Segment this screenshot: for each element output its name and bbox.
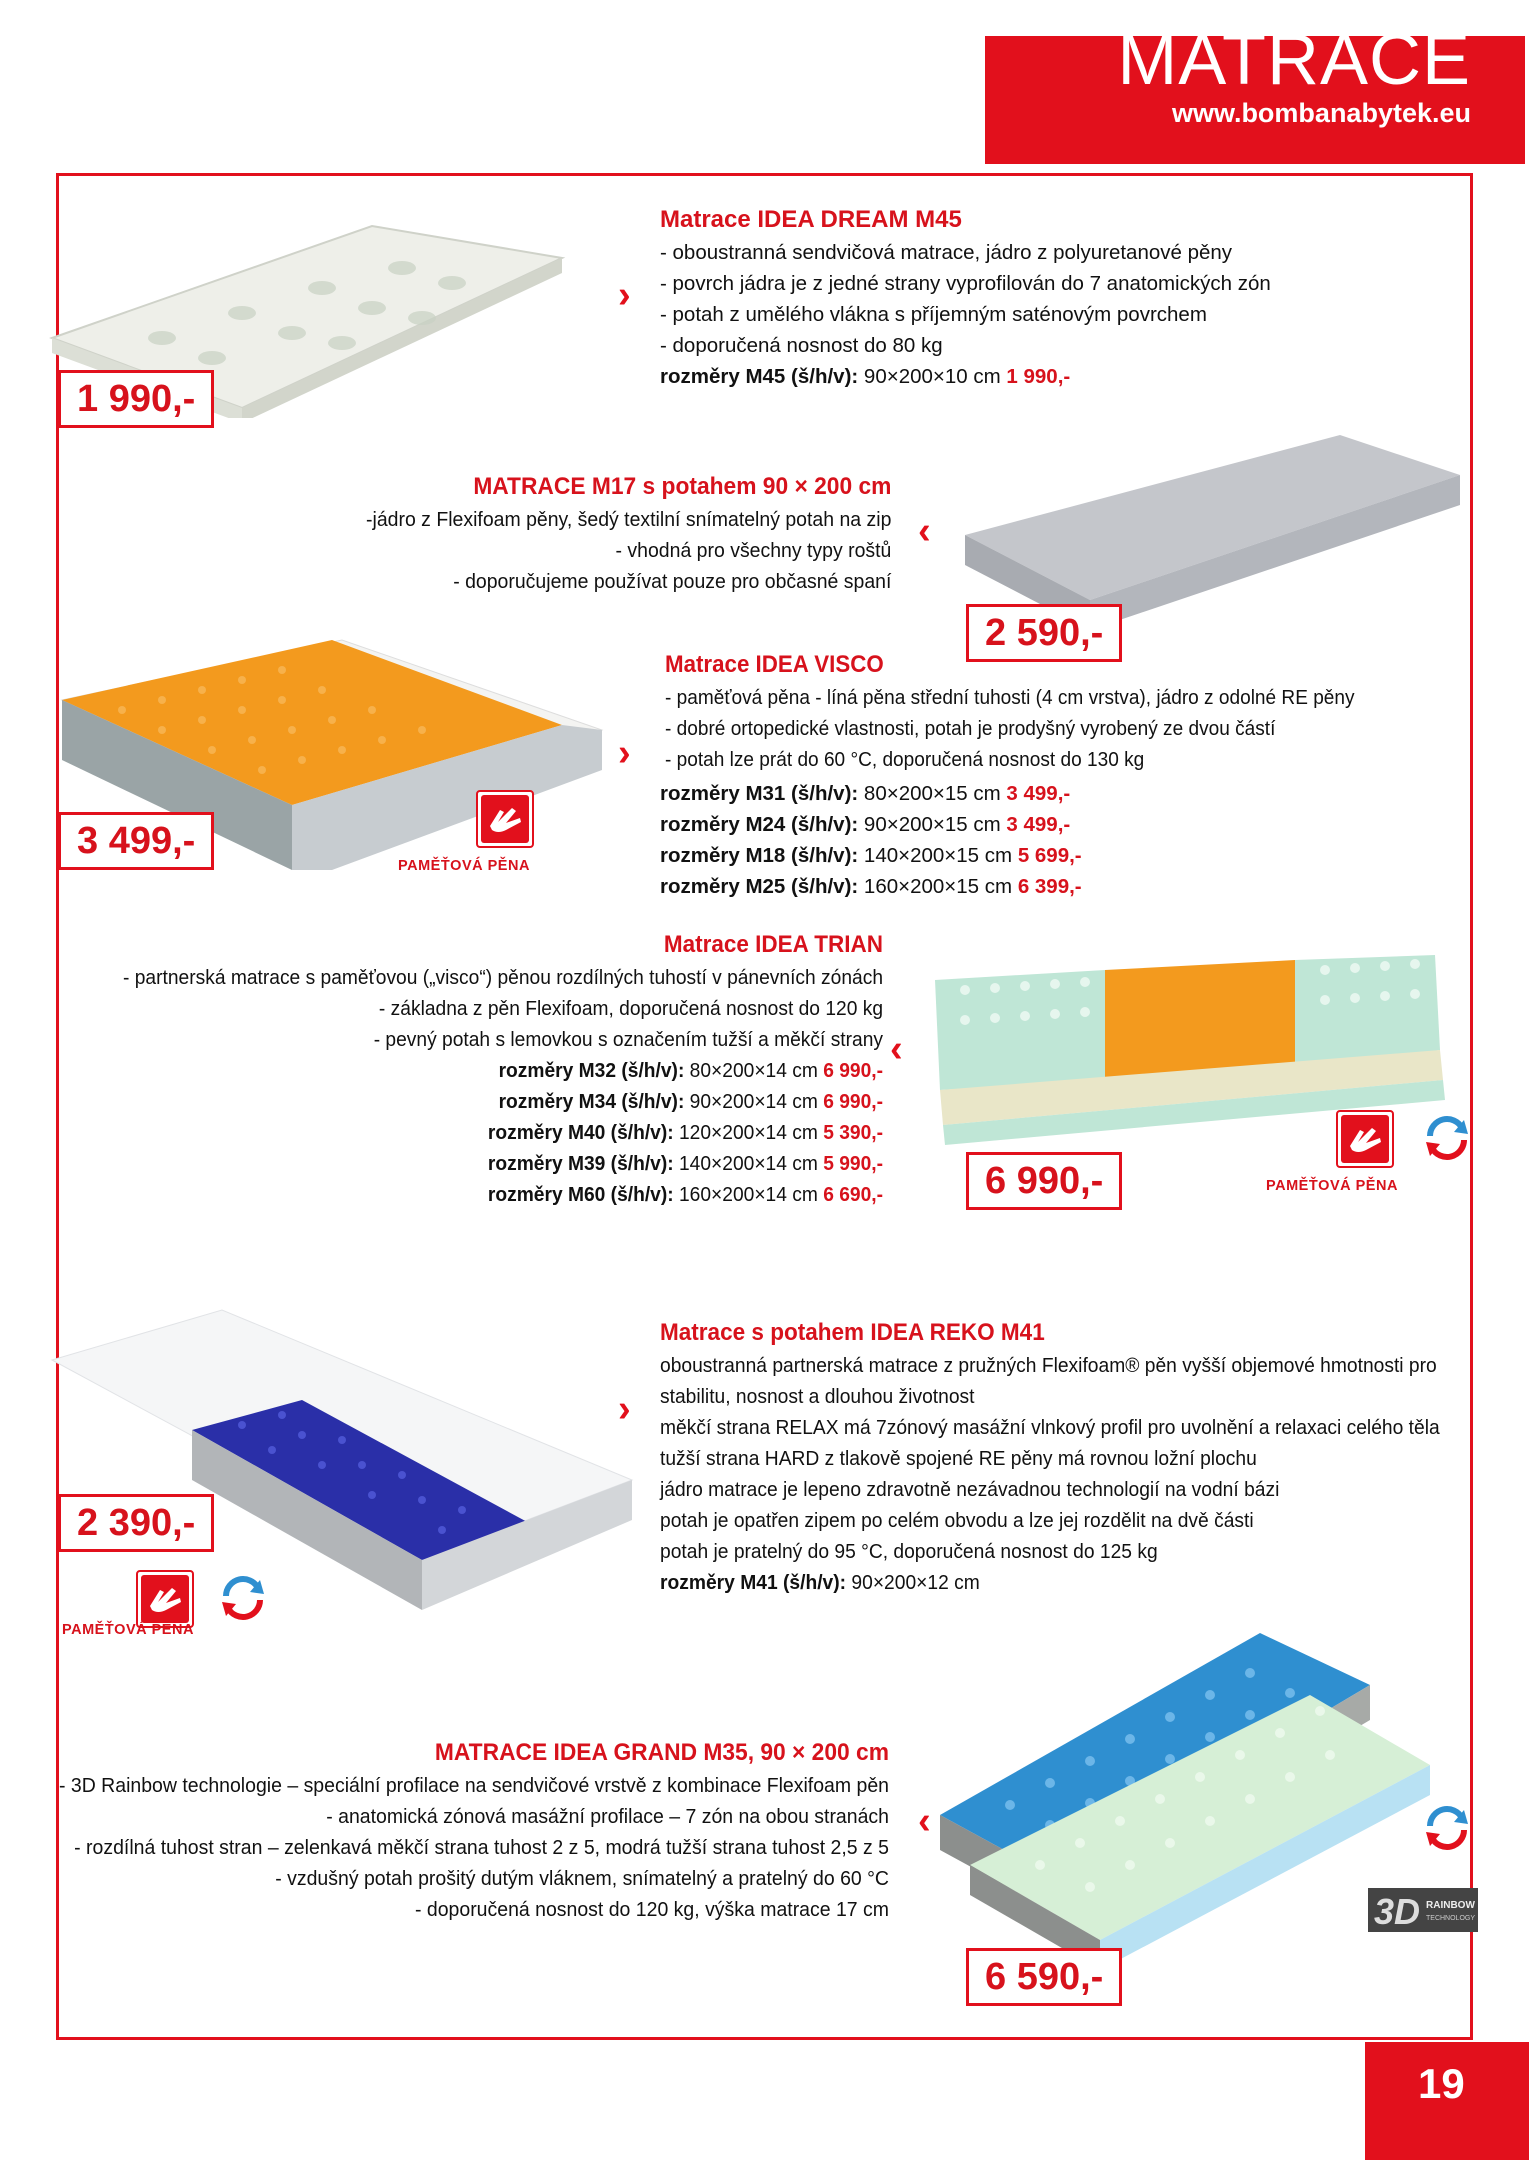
page-number: 19: [1418, 2060, 1465, 2107]
m17-price-box: 2 590,-: [966, 604, 1122, 662]
trian-title: Matrace IDEA TRIAN: [663, 931, 883, 958]
dream-line: - potah z umělého vlákna s příjemným saténovým povrchem: [660, 303, 1207, 326]
visco-size-row: rozměry M24 (š/h/v): 90×200×15 cm 3 499,-: [660, 813, 1071, 836]
svg-text:RAINBOW: RAINBOW: [1426, 1900, 1475, 1911]
trian-line: - pevný potah s lemovkou s označením tužší a měkčí strany: [373, 1028, 883, 1051]
svg-text:3D: 3D: [1374, 1891, 1421, 1932]
pointer-right-icon: ›: [618, 732, 631, 774]
visco-size-row: rozměry M18 (š/h/v): 140×200×15 cm 5 699,-: [660, 844, 1082, 867]
dream-size-row: rozměry M45 (š/h/v): 90×200×10 cm 1 990,-: [660, 365, 1071, 388]
grand-line: - 3D Rainbow technologie – speciální profilace na sendvičové vrstvě z kombinace Flexifoam pěn: [59, 1774, 889, 1797]
reko-line: jádro matrace je lepeno zdravotně nezávadnou technologií na vodní bázi: [660, 1478, 1280, 1501]
pointer-left-icon: ‹: [918, 510, 931, 552]
trian-line: - partnerská matrace s paměťovou („visco“) pěnou rozdílných tuhostí v pánevních zónách: [122, 966, 883, 989]
pointer-right-icon: ›: [618, 274, 631, 316]
svg-text:TECHNOLOGY: TECHNOLOGY: [1426, 1915, 1476, 1922]
visco-size-row: rozměry M31 (š/h/v): 80×200×15 cm 3 499,-: [660, 782, 1071, 805]
reko-line: stabilitu, nosnost a dlouhou životnost: [660, 1385, 975, 1408]
grand-line: - vzdušný potah prošitý dutým vláknem, snímatelný a pratelný do 60 °C: [275, 1867, 889, 1890]
memory-foam-hand-icon: [1336, 1110, 1394, 1168]
grand-line: - rozdílná tuhost stran – zelenkavá měkčí strana tuhost 2 z 5, modrá tužší strana tuhost 2,5 z 5: [74, 1836, 890, 1859]
dream-title: Matrace IDEA DREAM M45: [660, 206, 962, 233]
grand-title: MATRACE IDEA GRAND M35, 90 × 200 cm: [434, 1739, 889, 1766]
reko-line: měkčí strana RELAX má 7zónový masážní vlnkový profil pro uvolnění a relaxaci celého těla: [660, 1416, 1440, 1439]
visco-line: - dobré ortopedické vlastnosti, potah je prodyšný vyrobený ze dvou částí: [665, 717, 1276, 740]
memory-foam-label: PAMĚŤOVÁ PĚNA: [398, 858, 530, 874]
reko-price-box: 2 390,-: [58, 1494, 214, 1552]
trian-size-row: rozměry M39 (š/h/v): 140×200×14 cm 5 990,-: [487, 1152, 883, 1175]
memory-foam-hand-icon: [136, 1570, 194, 1628]
reko-mattress-image: [42, 1300, 642, 1630]
reko-line: potah je pratelný do 95 °C, doporučená nosnost do 125 kg: [660, 1540, 1158, 1563]
dream-line: - doporučená nosnost do 80 kg: [660, 334, 943, 357]
memory-foam-hand-icon: [476, 790, 534, 848]
reko-description: [660, 1316, 1440, 1598]
visco-description: [665, 648, 1355, 775]
trian-size-row: rozměry M40 (š/h/v): 120×200×14 cm 5 390,-: [487, 1121, 883, 1144]
trian-size-row: rozměry M34 (š/h/v): 90×200×14 cm 6 990,-: [498, 1090, 883, 1113]
reversible-arrows-icon: [216, 1570, 270, 1624]
grand-description: [59, 1736, 889, 1925]
dream-line: - oboustranná sendvičová matrace, jádro z polyuretanové pěny: [660, 241, 1233, 264]
trian-description: [123, 928, 883, 1210]
trian-price-box: 6 990,-: [966, 1152, 1122, 1210]
reko-line: tužší strana HARD z tlakově spojené RE pěny má rovnou ložní plochu: [660, 1447, 1257, 1470]
reversible-arrows-icon: [1420, 1110, 1474, 1164]
dream-price-box: 1 990,-: [58, 370, 214, 428]
grand-line: - anatomická zónová masážní profilace – 7 zón na obou stranách: [326, 1805, 890, 1828]
grand-price-box: 6 590,-: [966, 1948, 1122, 2006]
visco-title: Matrace IDEA VISCO: [665, 651, 884, 678]
page-title: MATRACE: [1117, 20, 1471, 100]
reko-line: potah je opatřen zipem po celém obvodu a lze jej rozdělit na dvě části: [660, 1509, 1254, 1532]
trian-size-row: rozměry M32 (š/h/v): 80×200×14 cm 6 990,-: [498, 1059, 883, 1082]
grand-line: - doporučená nosnost do 120 kg, výška matrace 17 cm: [415, 1898, 889, 1921]
memory-foam-label: PAMĚŤOVÁ PĚNA: [62, 1622, 194, 1638]
memory-foam-label: PAMĚŤOVÁ PĚNA: [1266, 1178, 1398, 1194]
m17-title: MATRACE M17 s potahem 90 × 200 cm: [472, 473, 891, 500]
m17-description: [366, 470, 891, 597]
website-url[interactable]: www.bombanabytek.eu: [1171, 98, 1471, 128]
visco-price-box: 3 499,-: [58, 812, 214, 870]
pointer-right-icon: ›: [618, 1388, 631, 1430]
visco-line: - paměťová pěna - líná pěna střední tuhosti (4 cm vrstva), jádro z odolné RE pěny: [665, 686, 1355, 709]
m17-line: -jádro z Flexifoam pěny, šedý textilní snímatelný potah na zip: [365, 508, 891, 531]
dream-description: [660, 203, 1271, 392]
reko-title: Matrace s potahem IDEA REKO M41: [660, 1319, 1045, 1346]
m17-line: - doporučujeme používat pouze pro občasné spaní: [452, 570, 891, 593]
3d-rainbow-logo: [1368, 1882, 1478, 1938]
trian-line: - základna z pěn Flexifoam, doporučená nosnost do 120 kg: [378, 997, 883, 1020]
pointer-left-icon: ‹: [918, 1800, 931, 1842]
reversible-arrows-icon: [1420, 1800, 1474, 1854]
reko-line: oboustranná partnerská matrace z pružných Flexifoam® pěn vyšší objemové hmotnosti pro: [660, 1354, 1437, 1377]
pointer-left-icon: ‹: [890, 1028, 903, 1070]
visco-size-row: rozměry M25 (š/h/v): 160×200×15 cm 6 399,-: [660, 875, 1082, 898]
reko-size-row: rozměry M41 (š/h/v): 90×200×12 cm: [660, 1571, 980, 1594]
visco-line: - potah lze prát do 60 °C, doporučená nosnost do 130 kg: [665, 748, 1145, 771]
m17-line: - vhodná pro všechny typy roštů: [615, 539, 891, 562]
trian-size-row: rozměry M60 (š/h/v): 160×200×14 cm 6 690,-: [487, 1183, 883, 1206]
visco-sizes: [660, 778, 1082, 902]
dream-line: - povrch jádra je z jedné strany vyprofilován do 7 anatomických zón: [660, 272, 1271, 295]
